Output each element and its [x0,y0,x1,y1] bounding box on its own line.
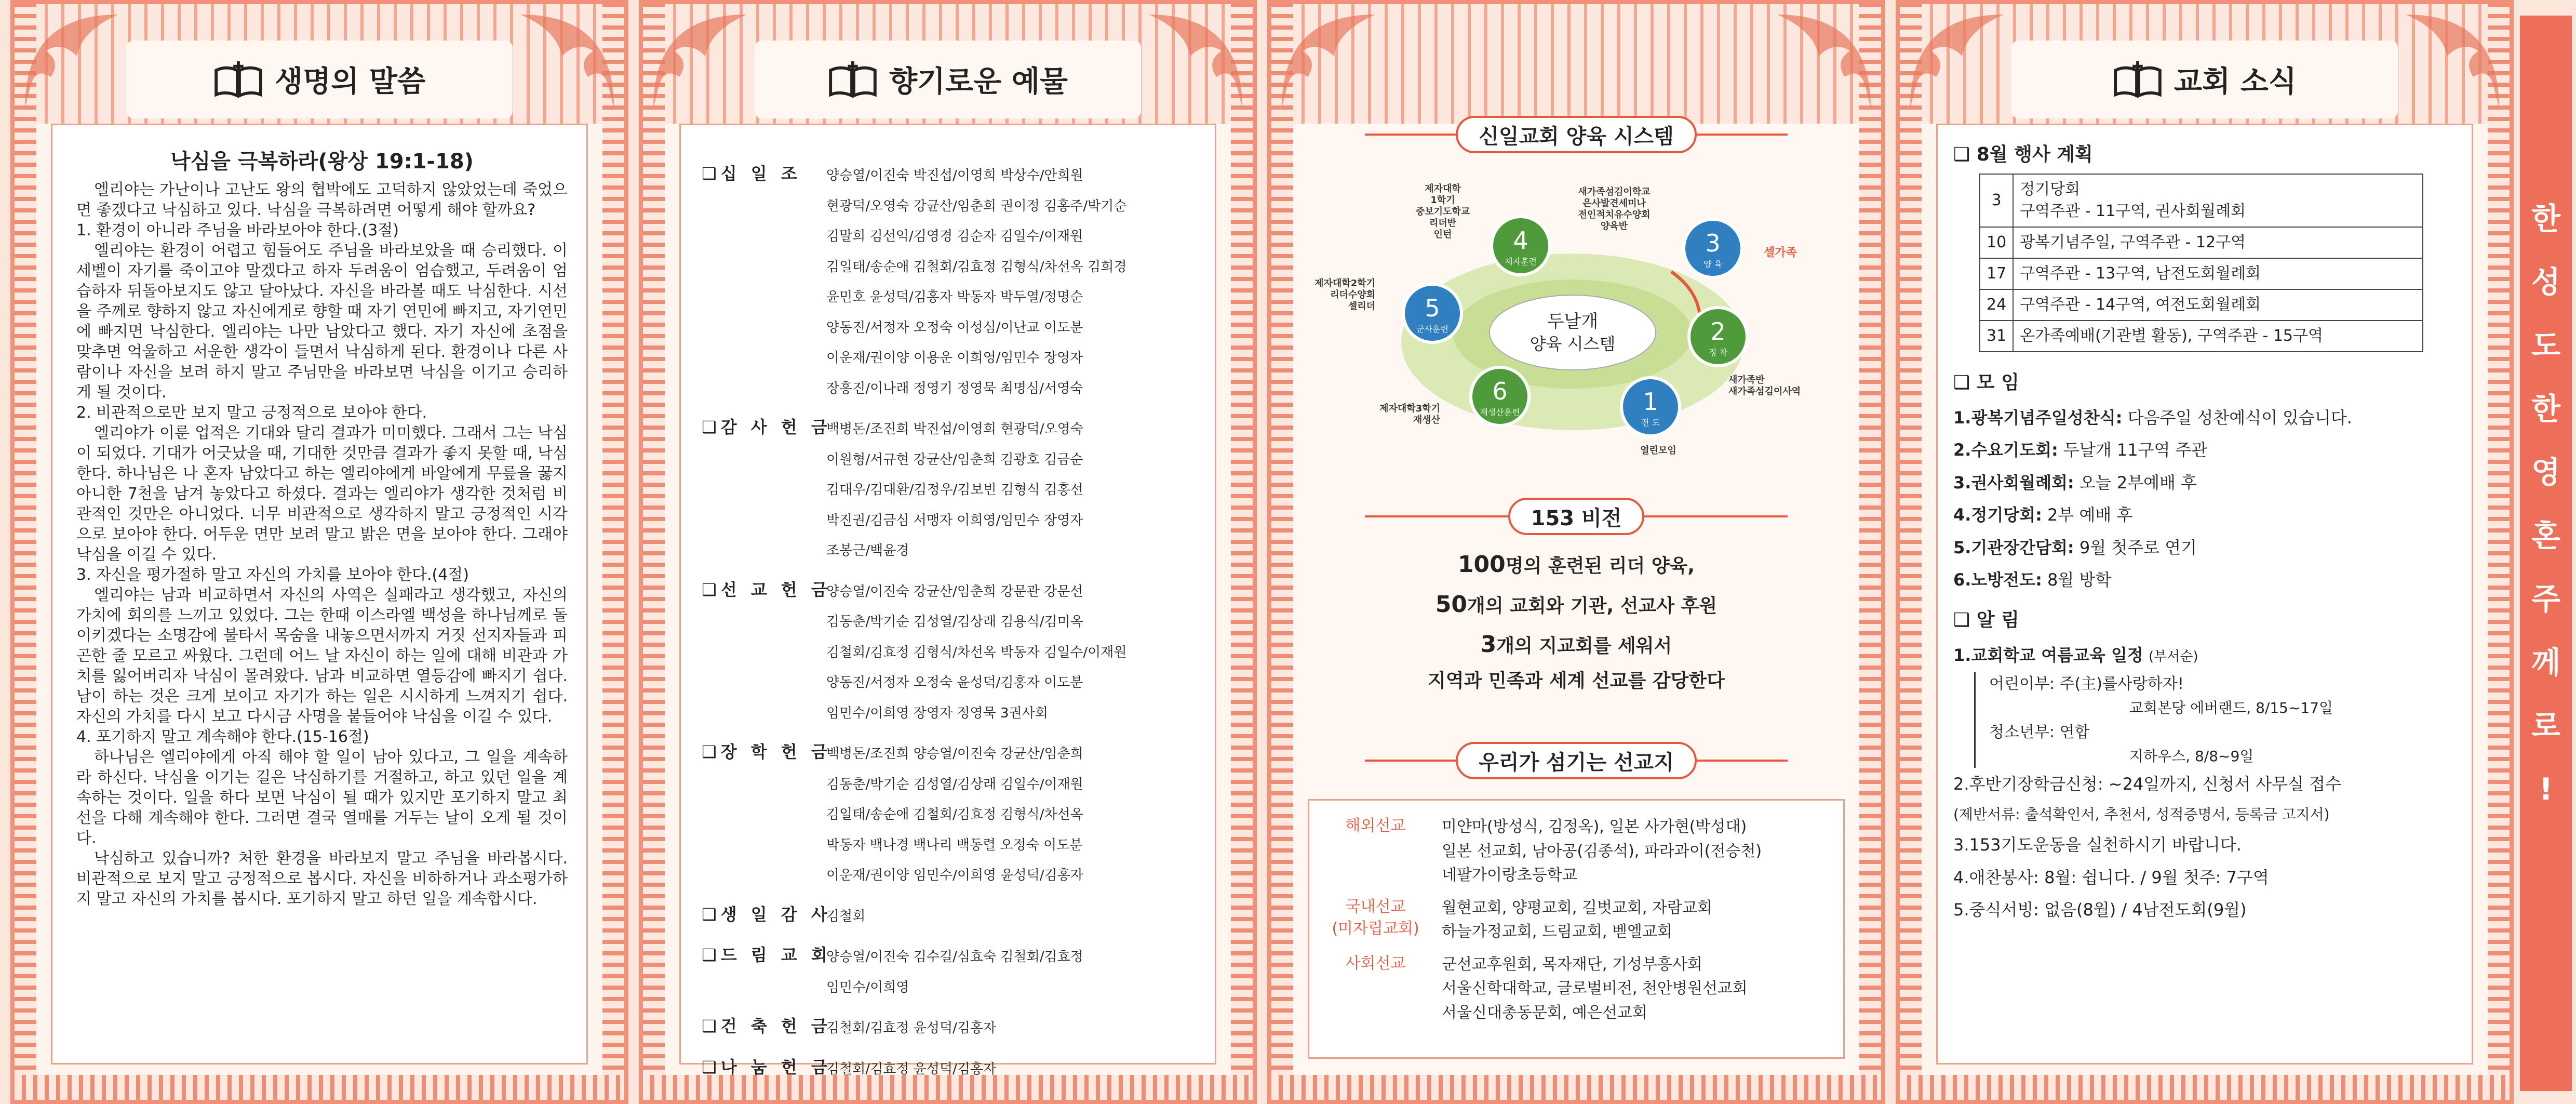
panel-title: 향기로운 예물 [889,65,1068,99]
mission-label-line: 해외선교 [1345,817,1406,835]
banner-char: 로 [2531,708,2561,743]
vision-number: 100 [1457,551,1506,578]
meeting-text: 8월 방학 [2042,569,2112,590]
notice-item: (제반서류: 출석확인서, 추천서, 성적증명서, 등록금 고지서) [1953,805,2330,823]
offering-names-line: 현광덕/오영숙 강균산/임춘희 권이정 김홍주/박기순 [826,198,1127,214]
event-line: 온가족예배(기관별 활동), 구역주관 - 15구역 [2020,327,2323,345]
offering-names [826,161,1127,404]
banner-char: 성 [2531,264,2561,300]
notice-sub: (부서순) [2149,649,2198,665]
offering-names-line: 윤민호 윤성덕/김홍자 박동자 박두열/정명순 [826,289,1083,305]
meeting-text: 오늘 2부예배 후 [2074,472,2197,493]
offering-row [702,577,1196,729]
offering-names [826,901,865,932]
discipleship-diagram [1313,170,1843,482]
offering-names-line: 임민수/이희영 [826,979,909,995]
vision-number: 3 [1480,631,1497,658]
panel-title: 생명의 말씀 [275,65,425,99]
sermon-body [76,180,568,909]
sermon-box [51,124,588,1065]
center-label: 양육 시스템 [1530,334,1616,354]
node-label: 재생산훈련 [1480,407,1520,417]
notice-subitem: 어린이부: 주(主)를사랑하자! [1989,674,2184,693]
offering-names-line: 장흥진/이나래 정영기 정영묵 최명심/서영숙 [826,380,1083,396]
event-day: 10 [1980,227,2013,258]
sermon-paragraph: 4. 포기하지 말고 계속해야 한다.(15-16절) [76,728,369,746]
mission-label-line: 사회선교 [1345,954,1406,973]
offering-label: ❑장 학 헌 금 [702,742,831,762]
offering-names [826,942,1083,1003]
offering-names-line: 이원형/서규현 강균산/임춘희 김광호 김금순 [826,451,1083,468]
meetings-list [1953,402,2456,596]
section-ribbon [1303,498,1850,535]
panel-header [126,41,513,118]
notice-item: 2.후반기장학금신청: ~24일까지, 신청서 사무실 접수 [1953,774,2342,794]
node-caption: 리더수양회 [1330,289,1375,300]
event-row [1980,227,2423,258]
sermon-paragraph: 엘리야는 환경이 어렵고 힘들어도 주님을 바라보았을 때 승리했다. 이세벨이 자기를 죽이고야 말겠다고 하자 두려움이 엄습했고, 두려움이 엄습하자 뒤돌아보지도 않고 달아났다. 자신을 바라볼 때도 낙심한다. 시선을 주께로 향하지 않고 자신에게로 향할 때 자기 연민에 빠지고, 자기연민에 빠지면 낙심한다. 엘리야는 나만 남았다고 했다. 자기 자신에 초점을 맞추면 억울하고 서운한 생각이 들면서 낙심하게 된다. 환경이나 다른 사람이나 자신을 보려 하지 말고 주님만을 바라보면 낙심을 이기고 승리하게 될 것이다. [76,242,568,402]
event-row [1980,174,2423,227]
events-title: ❑ 8월 행사 계획 [1953,144,2093,165]
node-caption: 인턴 [1433,229,1452,240]
mission-row [1309,815,1843,888]
frame-border-right [1231,4,1253,1100]
node-number: 3 [1705,229,1721,257]
meeting-item [1953,467,2456,499]
banner-char: 한 [2531,391,2561,427]
panel-header [755,41,1141,118]
node-label: 전 도 [1641,418,1660,428]
mission-text [1442,896,1712,945]
event-row [1980,258,2423,289]
mission-line: 일본 선교회, 남아공(김종석), 파라과이(전승천) [1442,842,1762,860]
vision-text: 개의 지교회를 세워서 [1496,635,1672,657]
event-day: 31 [1980,321,2013,352]
meeting-head: 3.권사회월례회: [1953,472,2074,493]
sermon-paragraph: 엘리야는 가난이나 고난도 왕의 협박에도 고덕하지 않았었는데 죽었으면 좋겠다고 낙심하고 있다. 낙심을 극복하려면 어떻게 해야 할까요? [76,181,568,219]
mission-label [1309,815,1442,888]
offering-row [702,901,1196,932]
offering-names [826,739,1083,891]
offering-names-line: 양승열/이진숙 강균산/임춘희 강문관 강문선 [826,583,1083,600]
meeting-item [1953,499,2456,531]
sermon-panel [10,0,628,1104]
offering-names-line: 양승열/이진숙 박진섭/이영희 박상수/안희원 [826,168,1083,183]
offering-names-line: 양동진/서정자 오정숙 이성심/이난교 이도분 [826,320,1083,336]
section-title: 우리가 섬기는 선교지 [1456,742,1697,779]
vision-number: 50 [1435,591,1468,618]
bible-icon [213,60,263,99]
banner-char: 한 [2531,201,2561,236]
offering-label: ❑드 림 교 회 [702,945,831,965]
meeting-head: 2.수요기도회: [1953,440,2058,460]
panel-title: 교회 소식 [2174,65,2297,99]
offering-names-line: 백병돈/조진희 박진섭/이영희 현광덕/오영숙 [826,421,1083,437]
bible-icon [828,60,878,99]
event-day: 17 [1980,258,2013,289]
mission-line: 하늘가정교회, 드림교회, 벧엘교회 [1442,923,1672,941]
notice-subdetail: 지하우스, 8/8~9일 [2129,747,2254,765]
vision-panel [1267,0,1885,1104]
node-caption: 재생산 [1413,415,1440,425]
mission-label [1309,953,1442,1026]
banner-char: 주 [2531,581,2561,617]
mission-label-line: (미자립교회) [1332,919,1419,938]
frame-border-bottom [1900,1075,2510,1100]
section-title: 153 비전 [1508,498,1645,535]
offering-row [702,414,1196,566]
node-label: 양 육 [1703,259,1722,269]
meeting-text: 두날개 11구역 주관 [2058,440,2208,460]
vision-line [1271,624,1881,664]
offering-names [826,1054,996,1085]
mission-text [1442,953,1748,1026]
notice-subitem: 청소년부: 연합 [1989,723,2090,741]
offering-label: ❑건 축 헌 금 [702,1016,831,1036]
events-table [1979,174,2423,352]
event-detail [2013,321,2423,352]
sermon-paragraph: 1. 환경이 아니라 주님을 바라보아야 한다.(3절) [76,221,399,240]
frame-border-left [1900,4,1922,1100]
mission-line: 월현교회, 양평교회, 길벗교회, 자람교회 [1442,898,1712,917]
ornament-corner-icon [1772,9,1876,113]
offering-names-line: 이운재/권이양 임민수/이희영 윤성덕/김홍자 [826,868,1083,883]
offering-label: ❑십 일 조 [702,164,801,183]
vision-text: 개의 교회와 기관, 선교사 후원 [1467,595,1718,617]
event-detail [2013,227,2423,258]
notice-item: 3.153기도운동을 실천하시기 바랍니다. [1953,835,2242,855]
node-caption: 제자대학3학기 [1379,403,1440,414]
sermon-paragraph: 엘리야가 이룬 업적은 기대와 달리 결과가 미미했다. 그래서 그는 낙심이 되었다. 기대가 어긋났을 때, 기대한 것만큼 결과가 좋지 못할 때, 낙심한다. 하나님은 나 혼자 남았다고 하는 엘리야에게 바알에게 무릎을 꿇지 아니한 7천을 남겨 놓았다고 하셨다. 결과는 엘리야가 생각한 것처럼 비관적인 것만은 아니었다. 너무 비관적으로 생각하지 말고 긍정적인 시각으로 보아야 한다. 어두운 면만 보려 말고 밝은 면을 보아야 한다. 그래야 낙심을 이길 수 있다. [76,424,568,564]
sermon-title: 낙심을 극복하라(왕상 19:1-18) [170,150,474,174]
sermon-paragraph: 엘리야는 남과 비교하면서 자신의 사역은 실패라고 생각했고, 자신의 가치에 회의를 느끼고 있었다. 그는 한때 이스라엘 백성을 하나님께로 돌이키겠다는 소명감에 불타서 목숨을 내놓으면서까지 거짓 선지자들과 피곤한 줄 모르고 싸웠다. 그런데 어느 날 자신이 하는 일에 대해 비관과 가치를 잃어버리자 낙심이 몰려왔다. 남과 비교하면 열등감에 빠지기 쉽다. 남이 하는 것은 크게 보이고 자기가 하는 일은 시시하게 느껴지기 쉽다. 자신의 가치를 다시 보고 다시금 사명을 붙들어야 낙심을 이길 수 있다. [76,586,568,726]
offering-row [702,1054,1196,1085]
offering-names-line: 이운재/권이양 이용운 이희영/임민수 장영자 [826,350,1083,366]
offering-names-line: 조봉근/백윤경 [826,543,909,558]
offering-names-line: 김대우/김대환/김정우/김보빈 김형식 김홍선 [826,482,1083,498]
sermon-paragraph: 2. 비관적으로만 보지 말고 긍정적으로 보아야 한다. [76,404,427,422]
offering-names-line: 김철회/김효정 윤성덕/김홍자 [826,1061,997,1077]
center-label: 두날개 [1547,311,1599,332]
node-caption: 열린모임 [1640,445,1676,456]
ornament-corner-icon [1905,9,2009,113]
notice-title: ❑ 알 림 [1953,609,2019,631]
offering-row [702,161,1196,404]
meeting-item [1953,434,2456,466]
node-caption: 새가족섬김이학교 [1578,187,1651,197]
event-day: 24 [1980,289,2013,321]
event-row [1980,289,2423,321]
banner-char: 께 [2531,645,2561,680]
offering-names-line: 양동진/서정자 오정숙 윤성덕/김홍자 이도분 [826,675,1083,690]
meeting-item [1953,564,2456,596]
offering-row [702,739,1196,891]
offering-row [702,1013,1196,1044]
news-box [1936,124,2473,1065]
notice-head: 1.교회학교 여름교육 일정 [1953,645,2143,666]
node-label: 정 착 [1709,348,1727,357]
meeting-item [1953,531,2456,564]
frame-border-left [643,4,665,1100]
section-title: 신일교회 양육 시스템 [1456,116,1697,153]
section-ribbon [1303,116,1850,153]
node-number: 1 [1643,388,1658,416]
node-caption: 리더반 [1429,218,1457,229]
banner-char: 영 [2531,455,2561,490]
offering-row [702,942,1196,1003]
frame-border-bottom [15,1075,624,1100]
meetings-title: ❑ 모 임 [1953,372,2019,393]
banner-char: 혼 [2531,518,2561,553]
mission-row [1309,953,1843,1026]
offering-label: ❑생 일 감 사 [702,904,831,924]
offering-label: ❑선 교 헌 금 [702,579,831,600]
event-line: 구역주관 - 14구역, 여전도회월례회 [2020,296,2261,314]
node-label: 군사훈련 [1416,324,1448,334]
notice-subdetail: 교회본당 에버랜드, 8/15~17일 [2129,699,2333,716]
offering-names-line: 임민수/이희영 장영자 정영묵 3권사회 [826,705,1048,721]
node-number: 4 [1513,227,1528,255]
offering-names-line: 박동자 백나경 백나리 백동렬 오정숙 이도분 [826,837,1083,853]
ornament-corner-icon [1277,9,1380,113]
mission-line: 서울신대총동문회, 예은선교회 [1442,1003,1647,1022]
notice-item: 4.애찬봉사: 8월: 쉽니다. / 9월 첫주: 7구역 [1953,867,2269,887]
offering-names-line: 김철회 [826,908,866,924]
offering-names-line: 김일태/송순애 김철회/김효정 김형식/차선옥 [826,807,1083,822]
frame-border-right [2488,4,2510,1100]
meeting-text: 9월 첫주로 연기 [2074,537,2197,557]
node-caption: 셀리더 [1348,301,1375,312]
mission-line: 서울신학대학교, 글로벌비전, 천안병원선교회 [1442,979,1748,997]
panel-header [2011,41,2398,118]
ornament-corner-icon [515,9,619,113]
event-detail [2013,258,2423,289]
mission-line: 미얀마(방성식, 김정옥), 일본 사가현(박성대) [1442,818,1747,836]
node-number: 5 [1425,294,1440,322]
offering-names-line: 김철회/김효정 윤성덕/김홍자 [826,1020,997,1036]
node-label: 제자훈련 [1505,257,1537,267]
node-number: 6 [1492,377,1508,405]
meeting-text: 다음주일 성찬예식이 있습니다. [2122,408,2352,428]
vision-statement [1271,544,1881,697]
event-line: 구역주관 - 13구역, 남전도회월례회 [2020,264,2261,283]
mission-row [1309,896,1843,945]
notice-sublist [1974,672,2456,768]
node-caption: 전인적치유수양회 [1578,209,1651,220]
notice-item [1953,639,2456,671]
banner-char: ! [2539,772,2553,807]
vision-line [1271,584,1881,624]
node-caption: 새가족반 [1728,375,1765,385]
offering-label: ❑감 사 헌 금 [702,417,831,437]
offerings-panel [639,0,1257,1104]
offerings-list [679,124,1216,1077]
event-detail [2013,289,2423,321]
event-line: 정기당회 [2020,180,2081,198]
event-line: 광복기념주일, 구역주관 - 12구역 [2020,233,2246,251]
notice-item: 5.중식서빙: 없음(8월) / 4남전도회(9월) [1953,900,2247,920]
mission-text [1442,815,1762,888]
meeting-head: 1.광복기념주일성찬식: [1953,408,2123,428]
ornament-corner-icon [2400,9,2504,113]
meeting-head: 4.정기당회: [1953,505,2042,525]
sermon-paragraph: 하나님은 엘리야에게 아직 해야 할 일이 남아 있다고, 그 일을 계속하라 하신다. 낙심을 이기는 길은 낙심하기를 거절하고, 하고 있던 일을 계속하는 것이다. 일을 하다 보면 낙심이 될 때가 있지만 포기하지 말고 최선을 다해 계속해야 한다. 그러면 결국 열매를 거두는 날이 오게 될 것이다. [76,748,568,847]
meeting-text: 2부 예배 후 [2042,505,2133,525]
offering-names-line: 백병돈/조진희 양승열/이진숙 강균산/임춘희 [826,746,1083,762]
meeting-head: 5.기관장간담회: [1953,537,2074,557]
event-line: 구역주관 - 11구역, 권사회월례회 [2020,202,2246,220]
offering-label: ❑나 눔 헌 금 [702,1057,831,1077]
node-caption: 은사발견세미나 [1582,198,1646,209]
bible-icon [2113,60,2163,99]
mission-label-line: 국내선교 [1345,897,1406,916]
event-row [1980,321,2423,352]
frame-border-bottom [1271,1075,1881,1100]
sermon-paragraph: 낙심하고 있습니까? 처한 환경을 바라보지 말고 주님을 바라봅시다. 비관적으로 보지 말고 긍정적으로 봅시다. 자신을 비하하거나 과소평가하지 말고 자신의 가치를 봅시다. 포기하지 말고 하던 일을 계속합시다. [76,849,568,908]
ornament-corner-icon [648,9,752,113]
offering-names-line: 김동춘/박기순 김성열/김상래 김일수/이재원 [826,776,1083,792]
mission-line: 네팔가이랑초등학교 [1442,866,1577,884]
side-label: 셀가족 [1764,246,1797,259]
vision-line [1271,664,1881,697]
sermon-paragraph: 3. 자신을 평가절하 말고 자신의 가치를 보아야 한다.(4절) [76,566,469,584]
meeting-head: 6.노방전도: [1953,569,2042,590]
meeting-item [1953,402,2456,434]
node-caption: 1학기 [1430,195,1455,206]
offering-names-line: 김말희 김선익/김영경 김순자 김일수/이재원 [826,229,1083,244]
offering-names-line: 양승열/이진숙 김수길/심효숙 김철회/김효정 [826,949,1083,965]
event-day: 3 [1980,174,2013,227]
mission-line: 군선교후원회, 목자재단, 기성부흥사회 [1442,955,1702,974]
node-caption: 새가족섬김이사역 [1728,386,1801,397]
diagram-center [1490,295,1656,370]
node-number: 2 [1710,317,1726,345]
section-ribbon [1303,742,1850,779]
offering-names-line: 김동춘/박기순 김성열/김상래 김용식/김미옥 [826,614,1083,630]
ornament-corner-icon [20,9,124,113]
offering-names [826,1013,996,1044]
mission-list [1308,799,1845,1059]
news-panel [1896,0,2514,1104]
motto-banner [2520,16,2572,1091]
vision-text: 명의 훈련된 리더 양육, [1505,555,1695,577]
mission-label [1309,896,1442,945]
frame-border-right [602,4,624,1100]
offering-names-line: 김일태/송순애 김철회/김효정 김형식/차선옥 김희경 [826,259,1127,275]
frame-border-left [15,4,36,1100]
banner-char: 도 [2531,328,2561,363]
offering-names-line: 김철회/김효정 김형식/차선옥 박동자 김일수/이재원 [826,644,1127,660]
node-caption: 양육반 [1600,221,1628,232]
node-caption: 중보기도학교 [1415,206,1470,217]
offering-names [826,577,1127,729]
event-detail [2013,174,2423,227]
offering-names [826,414,1083,566]
offering-names-line: 박진권/김금심 서맹자 이희영/임민수 장영자 [826,512,1083,528]
vision-text: 지역과 민족과 세계 선교를 감당한다 [1428,670,1725,691]
node-caption: 제자대학 [1425,183,1461,194]
node-caption: 제자대학2학기 [1314,278,1375,289]
ornament-corner-icon [1144,9,1247,113]
vision-line [1271,544,1881,584]
